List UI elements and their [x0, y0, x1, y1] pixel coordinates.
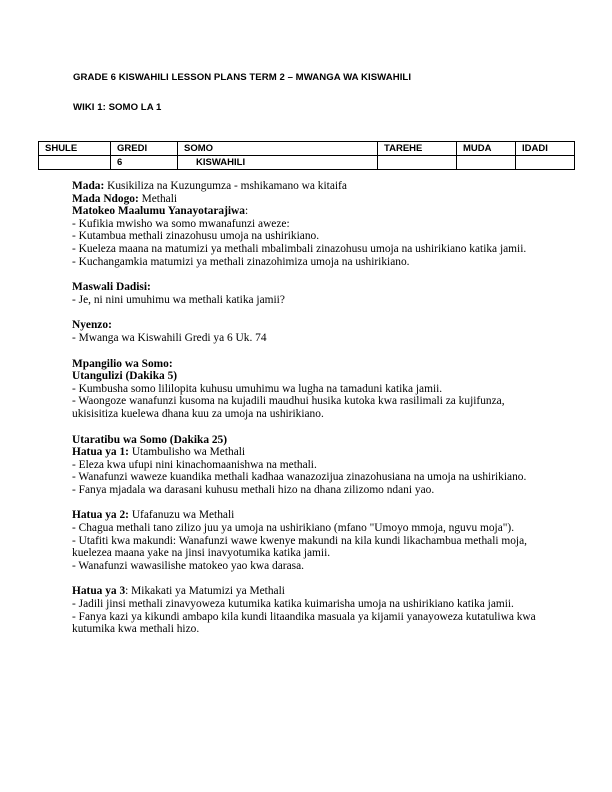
cell-tarehe	[378, 156, 457, 170]
list-item: - Kutambua methali zinazohusu umoja na ushirikiano.	[72, 230, 320, 243]
nyenzo-heading	[72, 319, 552, 332]
list-item: - Je, ni nini umuhimu wa methali katika jamii?	[72, 293, 285, 306]
nyenzo-label: Nyenzo:	[72, 319, 112, 332]
header-muda: MUDA	[457, 142, 516, 156]
list-item: - Wanafunzi wawasilishe matokeo yao kwa darasa.	[72, 559, 304, 572]
hatua2-label: Hatua ya 2:	[72, 509, 129, 522]
cell-somo: KISWAHILI	[178, 156, 378, 170]
list-item: - Kumbusha somo lililopita kuhusu umuhimu wa lugha na tamaduni katika jamii.	[72, 382, 443, 395]
lesson-body	[72, 180, 552, 636]
mada-label: Mada:	[72, 180, 105, 192]
hatua1-title: Utambulisho wa Methali	[131, 446, 246, 459]
utangulizi-heading	[72, 370, 552, 383]
list-item: - Fanya mjadala wa darasani kuhusu methali hizo na dhana zilizomo ndani yao.	[72, 483, 435, 496]
mada-ndogo-text: Methali	[141, 192, 178, 205]
mpangilio-heading	[72, 358, 552, 371]
hatua2-heading	[72, 509, 552, 522]
utangulizi-label: Utangulizi (Dakika 5)	[72, 370, 178, 383]
list-item: - Utafiti kwa makundi: Wanafunzi wawe kwenye makundi na kila kundi likachambua methali moja, kuelezea maana yake na jinsi inavyotumika katika jamii.	[72, 534, 527, 560]
utaratibu-heading	[72, 434, 552, 447]
cell-gredi: 6	[111, 156, 178, 170]
matokeo-label: Matokeo Maalumu Yanayotarajiwa	[72, 205, 245, 218]
maswali-label: Maswali Dadisi:	[72, 281, 151, 294]
header-gredi: GREDI	[111, 142, 178, 156]
list-item: - Kueleza maana na matumizi ya methali mbalimbali zinazohusu umoja na ushirikiano katika jamii.	[72, 242, 527, 255]
document-title: GRADE 6 KISWAHILI LESSON PLANS TERM 2 – MWANGA WA KISWAHILI	[73, 72, 412, 83]
header-idadi: IDADI	[516, 142, 575, 156]
list-item: - Kufikia mwisho wa somo mwanafunzi aweze:	[72, 217, 290, 230]
header-somo: SOMO	[178, 142, 378, 156]
hatua1-heading	[72, 446, 552, 459]
table-row	[39, 156, 575, 170]
list-item: - Chagua methali tano zilizo juu ya umoja na ushirikiano (mfano "Umoyo mmoja, nguvu moja").	[72, 522, 515, 535]
maswali-heading	[72, 281, 552, 294]
header-tarehe: TAREHE	[378, 142, 457, 156]
list-item: - Mwanga wa Kiswahili Gredi ya 6 Uk. 74	[72, 331, 267, 344]
matokeo-heading	[72, 205, 552, 218]
list-item: - Waongoze wanafunzi kusoma na kujadili maudhui husika kutoka kwa rasilimali za kujifunza, ukisisitiza kuelewa dhana kuu za umoja na ushirikiano.	[72, 395, 505, 420]
list-item: - Jadili jinsi methali zinavyoweza kutumika katika kuimarisha umoja na ushirikiano katika jamii.	[72, 598, 514, 611]
week-title: WIKI 1: SOMO LA 1	[73, 102, 162, 113]
hatua3-heading	[72, 585, 552, 598]
table-header-row	[39, 142, 575, 156]
list-item: - Eleza kwa ufupi nini kinachomaanishwa na methali.	[72, 458, 317, 471]
mada-text: Kusikiliza na Kuzungumza - mshikamano wa kitaifa	[107, 180, 347, 192]
cell-muda	[457, 156, 516, 170]
mpangilio-label: Mpangilio wa Somo:	[72, 357, 173, 370]
hatua3-title: : Mikakati ya Matumizi ya Methali	[125, 585, 285, 598]
matokeo-colon: :	[244, 205, 249, 218]
hatua3-label: Hatua ya 3	[72, 585, 126, 598]
cell-idadi	[516, 156, 575, 170]
hatua1-label: Hatua ya 1:	[72, 446, 129, 459]
list-item: - Kuchangamkia matumizi ya methali zinazohimiza umoja na ushirikiano.	[72, 255, 410, 268]
utaratibu-label: Utaratibu wa Somo (Dakika 25)	[72, 433, 228, 446]
list-item: - Wanafunzi waweze kuandika methali kadhaa wanazozijua zinazohusiana na umoja na ushirikiano.	[72, 471, 527, 484]
header-shule: SHULE	[39, 142, 111, 156]
mada-line	[72, 180, 552, 193]
lesson-info-table	[38, 141, 575, 170]
mada-ndogo-line	[72, 193, 552, 206]
mada-ndogo-label: Mada Ndogo:	[72, 192, 139, 205]
cell-shule	[39, 156, 111, 170]
list-item: - Fanya kazi ya kikundi ambapo kila kundi litaandika masuala ya kijamii yanayoweza kutatuliwa kwa kutumika kwa methali hizo.	[72, 610, 536, 636]
hatua2-title: Ufafanuzu wa Methali	[131, 509, 235, 522]
